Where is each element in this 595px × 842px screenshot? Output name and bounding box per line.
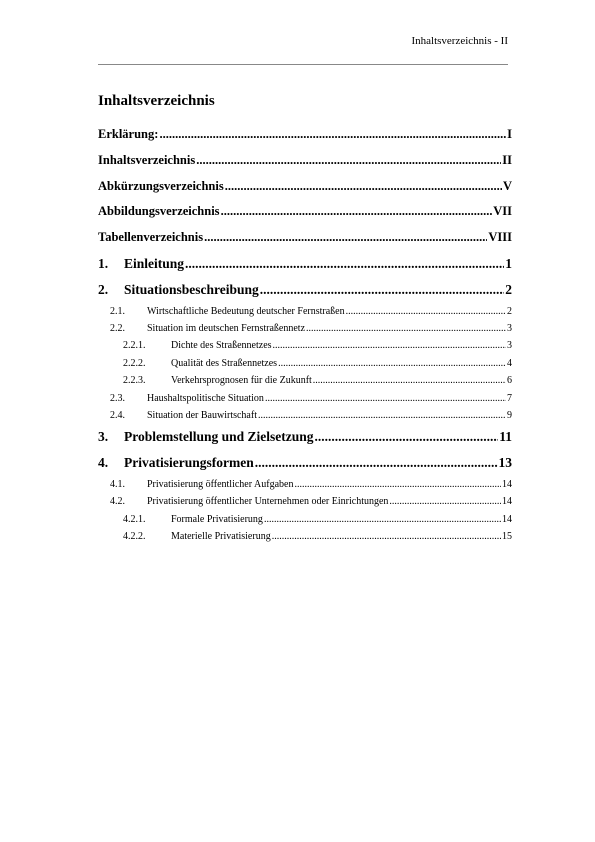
toc-entry-abkuerzungsverzeichnis[interactable] bbox=[98, 174, 512, 200]
toc-entry-page: 2 bbox=[507, 305, 512, 317]
toc-entry-page: 3 bbox=[507, 322, 512, 334]
toc-entry-situationsbeschreibung[interactable] bbox=[98, 277, 512, 303]
toc-entry-text: Wirtschaftliche Bedeutung deutscher Fernstraßen bbox=[147, 305, 345, 317]
toc-entry-number: 2. bbox=[98, 281, 109, 297]
toc-entry-2-4[interactable] bbox=[98, 407, 512, 424]
toc-entry-4-2-2[interactable] bbox=[98, 528, 512, 545]
toc-entry-tabellenverzeichnis[interactable] bbox=[98, 225, 512, 251]
toc-entry-erklaerung[interactable] bbox=[98, 122, 512, 148]
header-rule bbox=[98, 64, 508, 65]
toc-entry-number: 2.2. bbox=[110, 322, 125, 334]
toc-entry-inhaltsverzeichnis[interactable] bbox=[98, 148, 512, 174]
toc-leader bbox=[278, 355, 506, 372]
toc-leader bbox=[221, 199, 493, 225]
toc-entry-privatisierungsformen[interactable] bbox=[98, 450, 512, 476]
toc-leader bbox=[185, 251, 504, 277]
toc-leader bbox=[258, 407, 506, 424]
toc-entry-page: 14 bbox=[502, 496, 512, 508]
toc-entry-number: 2.2.2. bbox=[123, 357, 146, 369]
toc-entry-abbildungsverzeichnis[interactable] bbox=[98, 199, 512, 225]
toc-entry-text: Inhaltsverzeichnis bbox=[98, 152, 196, 167]
toc-entry-number: 2.2.1. bbox=[123, 340, 146, 352]
toc-entry-text: Tabellenverzeichnis bbox=[98, 230, 204, 245]
toc-entry-2-2-1[interactable] bbox=[98, 337, 512, 354]
toc-entry-2-2-2[interactable] bbox=[98, 355, 512, 372]
toc-entry-4-2-1[interactable] bbox=[98, 511, 512, 528]
toc-entry-text: Materielle Privatisierung bbox=[171, 531, 271, 543]
toc-entry-page: 1 bbox=[505, 255, 512, 271]
table-of-contents bbox=[98, 122, 512, 545]
toc-entry-4-1[interactable] bbox=[98, 476, 512, 493]
toc-leader bbox=[204, 225, 487, 251]
toc-entry-text: Qualität des Straßennetzes bbox=[171, 357, 278, 369]
toc-entry-page: 15 bbox=[502, 531, 512, 543]
toc-entry-text: Privatisierungsformen bbox=[124, 455, 254, 471]
toc-entry-number: 2.2.3. bbox=[123, 375, 146, 387]
toc-leader bbox=[264, 511, 501, 528]
toc-entry-page: 9 bbox=[507, 409, 512, 421]
toc-entry-page: 4 bbox=[507, 357, 512, 369]
toc-leader bbox=[313, 372, 506, 389]
toc-entry-text: Dichte des Straßennetzes bbox=[171, 340, 272, 352]
toc-entry-text: Situationsbeschreibung bbox=[124, 281, 259, 297]
toc-entry-number: 4.2. bbox=[110, 496, 125, 508]
toc-entry-page: 13 bbox=[498, 455, 512, 471]
toc-entry-problemstellung[interactable] bbox=[98, 424, 512, 450]
toc-leader bbox=[306, 320, 506, 337]
toc-entry-page: 14 bbox=[502, 513, 512, 525]
toc-leader bbox=[260, 277, 504, 303]
toc-entry-text: Abbildungsverzeichnis bbox=[98, 204, 220, 219]
toc-leader bbox=[294, 476, 501, 493]
toc-entry-number: 1. bbox=[98, 255, 109, 271]
toc-entry-text: Problemstellung und Zielsetzung bbox=[124, 429, 314, 445]
toc-leader bbox=[273, 337, 506, 354]
toc-entry-text: Einleitung bbox=[124, 255, 185, 271]
toc-entry-2-2[interactable] bbox=[98, 320, 512, 337]
toc-entry-text: Erklärung: bbox=[98, 127, 159, 141]
toc-entry-page: I bbox=[507, 127, 512, 141]
toc-entry-page: VIII bbox=[488, 230, 512, 245]
toc-entry-number: 2.4. bbox=[110, 409, 125, 421]
toc-entry-text: Situation der Bauwirtschaft bbox=[147, 409, 257, 421]
toc-leader bbox=[272, 528, 501, 545]
toc-entry-text: Formale Privatisierung bbox=[171, 513, 263, 525]
toc-entry-2-3[interactable] bbox=[98, 390, 512, 407]
toc-leader bbox=[315, 424, 499, 450]
toc-leader bbox=[346, 303, 506, 320]
toc-entry-page: V bbox=[502, 178, 512, 193]
toc-entry-text: Situation im deutschen Fernstraßennetz bbox=[147, 322, 306, 334]
toc-entry-number: 4.1. bbox=[110, 478, 125, 490]
toc-entry-page: VII bbox=[493, 204, 512, 219]
toc-entry-number: 4.2.2. bbox=[123, 531, 146, 543]
toc-entry-number: 4. bbox=[98, 455, 109, 471]
toc-entry-2-2-3[interactable] bbox=[98, 372, 512, 389]
toc-leader bbox=[196, 148, 501, 174]
toc-entry-number: 3. bbox=[98, 429, 109, 445]
toc-entry-text: Haushaltspolitische Situation bbox=[147, 392, 264, 404]
toc-entry-page: 7 bbox=[507, 392, 512, 404]
toc-entry-page: 6 bbox=[507, 375, 512, 387]
toc-entry-text: Privatisierung öffentlicher Aufgaben bbox=[147, 478, 294, 490]
toc-entry-page: II bbox=[502, 152, 512, 167]
toc-entry-page: 2 bbox=[505, 281, 512, 297]
toc-leader bbox=[225, 174, 502, 200]
toc-entry-4-2[interactable] bbox=[98, 493, 512, 510]
toc-entry-text: Verkehrsprognosen für die Zukunft bbox=[171, 375, 312, 387]
toc-entry-number: 2.3. bbox=[110, 392, 125, 404]
toc-entry-number: 2.1. bbox=[110, 305, 125, 317]
toc-entry-page: 3 bbox=[507, 340, 512, 352]
toc-entry-number: 4.2.1. bbox=[123, 513, 146, 525]
running-header: Inhaltsverzeichnis - II bbox=[411, 35, 508, 47]
toc-title: Inhaltsverzeichnis bbox=[98, 93, 215, 109]
toc-entry-text: Abkürzungsverzeichnis bbox=[98, 178, 224, 193]
toc-entry-einleitung[interactable] bbox=[98, 251, 512, 277]
toc-entry-page: 11 bbox=[499, 429, 512, 445]
toc-leader bbox=[159, 122, 506, 148]
toc-entry-2-1[interactable] bbox=[98, 303, 512, 320]
toc-leader bbox=[265, 390, 506, 407]
toc-leader bbox=[255, 450, 498, 476]
toc-leader bbox=[389, 493, 501, 510]
toc-entry-page: 14 bbox=[502, 478, 512, 490]
toc-entry-text: Privatisierung öffentlicher Unternehmen oder Einrichtungen bbox=[147, 496, 389, 508]
